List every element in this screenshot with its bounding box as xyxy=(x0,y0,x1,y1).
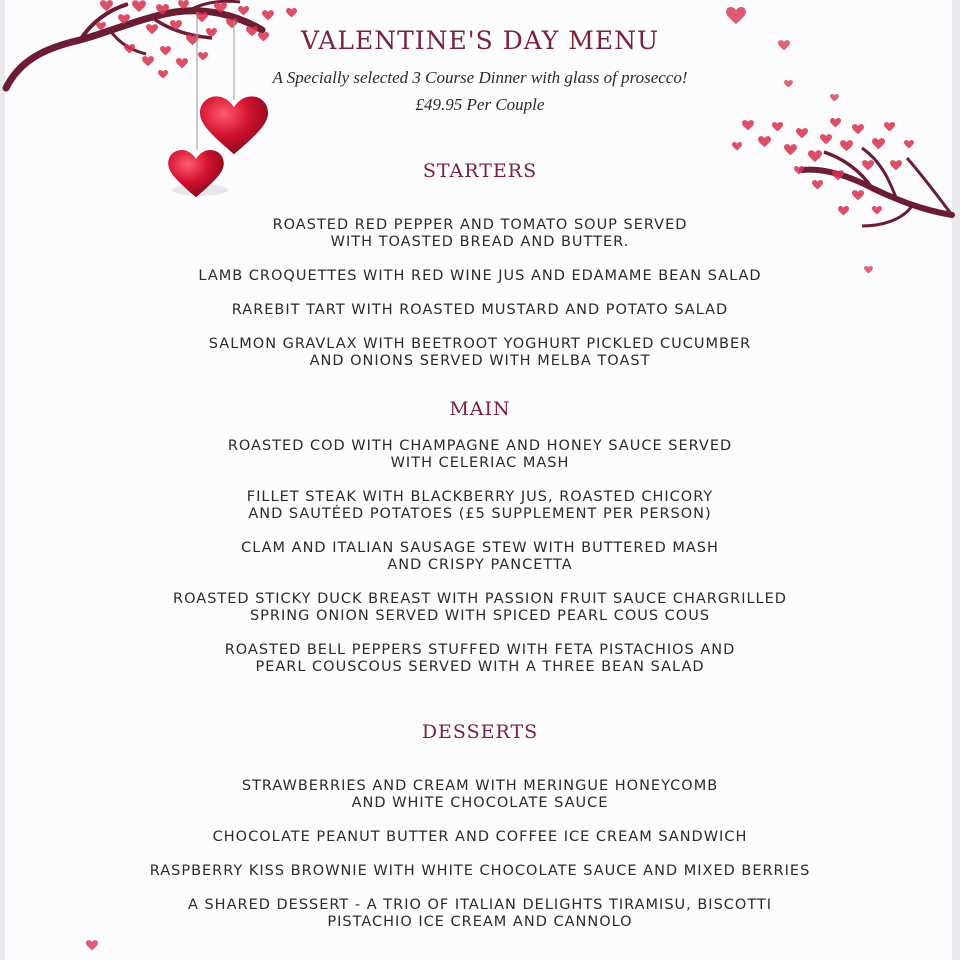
starter-item xyxy=(0,336,960,370)
dish-line: A SHARED DESSERT - A TRIO OF ITALIAN DELIGHTS TIRAMISU, BISCOTTI xyxy=(187,897,773,913)
dish-line: AND ONIONS SERVED WITH MELBA TOAST xyxy=(309,353,651,369)
dish-line: FILLET STEAK WITH BLACKBERRY JUS, ROASTED CHICORY xyxy=(246,489,714,505)
main-item xyxy=(0,540,960,574)
main-item xyxy=(0,489,960,523)
dish-line: CLAM AND ITALIAN SAUSAGE STEW WITH BUTTERED MASH xyxy=(241,540,719,556)
dish-line: WITH TOASTED BREAD AND BUTTER. xyxy=(330,234,630,250)
menu-price: £49.95 Per Couple xyxy=(415,95,545,114)
dish-line: PEARL COUSCOUS SERVED WITH A THREE BEAN SALAD xyxy=(255,659,705,675)
dish-line: PISTACHIO ICE CREAM AND CANNOLO xyxy=(327,914,633,930)
dish-line: RAREBIT TART WITH ROASTED MUSTARD AND POTATO SALAD xyxy=(231,302,729,318)
dessert-item xyxy=(0,863,960,880)
dish-line: ROASTED COD WITH CHAMPAGNE AND HONEY SAUCE SERVED xyxy=(227,438,733,454)
section-title-starters: STARTERS xyxy=(422,160,538,182)
dish-line: SPRING ONION SERVED WITH SPICED PEARL COUS COUS xyxy=(249,608,711,624)
main-item xyxy=(0,642,960,676)
dish-line: ROASTED STICKY DUCK BREAST WITH PASSION FRUIT SAUCE CHARGRILLED xyxy=(173,591,787,607)
section-title-main: MAIN xyxy=(449,398,511,420)
menu-page xyxy=(5,0,952,960)
dish-line: AND SAUTÉED POTATOES (£5 SUPPLEMENT PER PERSON) xyxy=(248,506,712,522)
frame-right-border xyxy=(952,0,960,960)
dish-line: AND CRISPY PANCETTA xyxy=(387,557,573,573)
main-item xyxy=(0,438,960,472)
dish-line: ROASTED RED PEPPER AND TOMATO SOUP SERVED xyxy=(272,217,688,233)
section-title-desserts: DESSERTS xyxy=(421,721,539,743)
dish-line: SALMON GRAVLAX WITH BEETROOT YOGHURT PICKLED CUCUMBER xyxy=(208,336,752,352)
starter-item xyxy=(0,217,960,251)
starter-item xyxy=(0,268,960,285)
dessert-item xyxy=(0,897,960,931)
main-item xyxy=(0,591,960,625)
dish-line: CHOCOLATE PEANUT BUTTER AND COFFEE ICE CREAM SANDWICH xyxy=(212,829,748,845)
dessert-item xyxy=(0,829,960,846)
menu-subtitle: A Specially selected 3 Course Dinner with glass of prosecco! xyxy=(272,68,688,87)
dish-line: AND WHITE CHOCOLATE SAUCE xyxy=(351,795,609,811)
menu-title: VALENTINE'S DAY MENU xyxy=(300,26,660,55)
dish-line: ROASTED BELL PEPPERS STUFFED WITH FETA PISTACHIOS AND xyxy=(224,642,736,658)
dessert-item xyxy=(0,778,960,812)
dish-line: STRAWBERRIES AND CREAM WITH MERINGUE HONEYCOMB xyxy=(241,778,719,794)
dish-line: WITH CELERIAC MASH xyxy=(390,455,570,471)
dish-line: LAMB CROQUETTES WITH RED WINE JUS AND EDAMAME BEAN SALAD xyxy=(198,268,762,284)
dish-line: RASPBERRY KISS BROWNIE WITH WHITE CHOCOLATE SAUCE AND MIXED BERRIES xyxy=(149,863,811,879)
starter-item xyxy=(0,302,960,319)
